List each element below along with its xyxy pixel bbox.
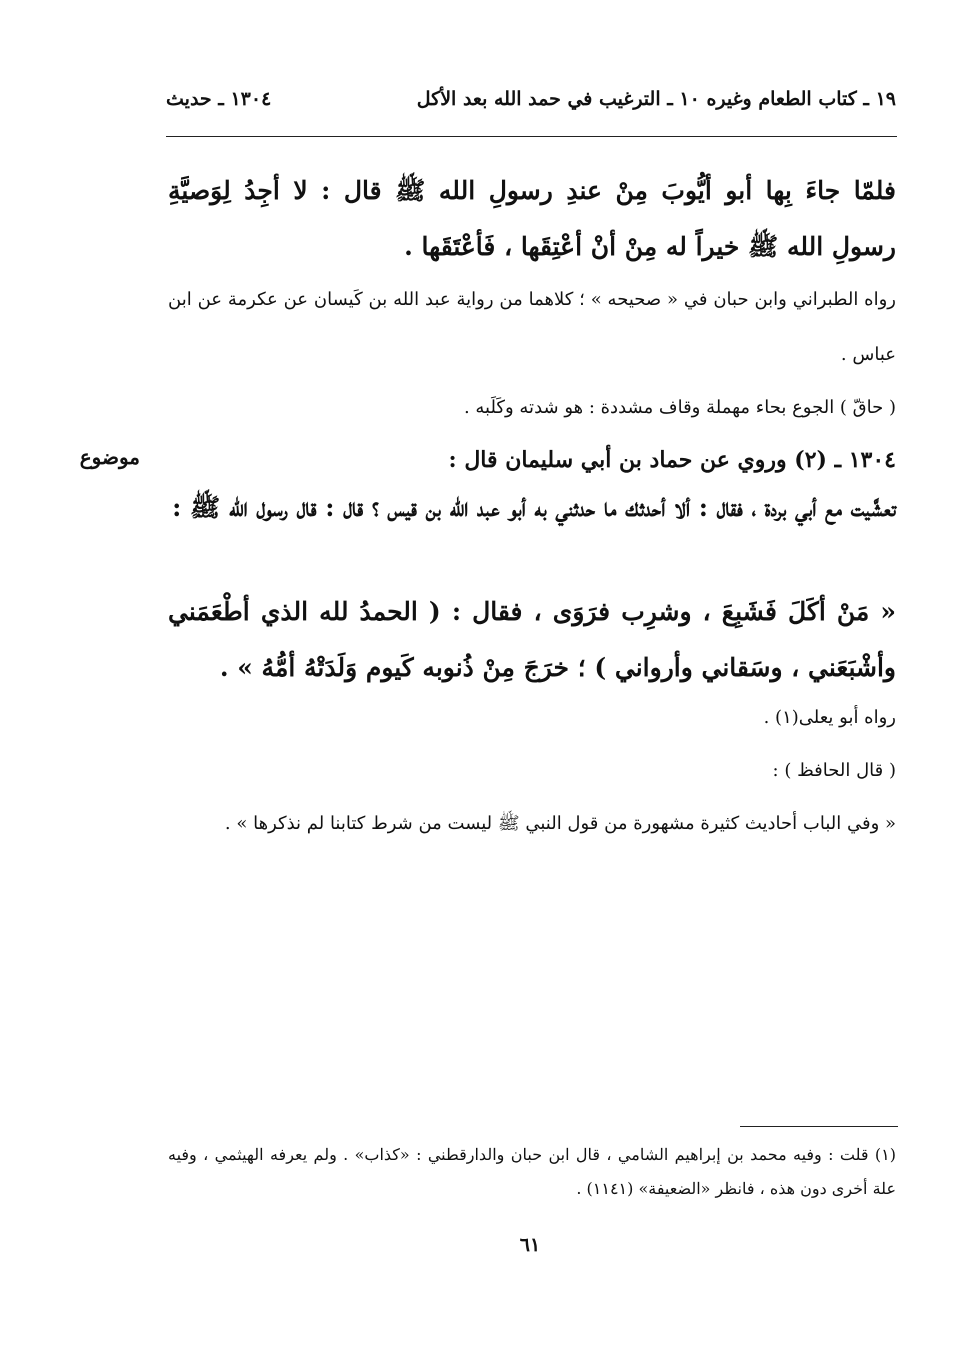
hadith-main-text: « مَنْ أكَلَ فَشَبِعَ ، وشرِب فرَوَى ، فقال : ( الحمدُ لله الذي أطْعَمَني وأشْبَعَني ، وسَقاني وأرواني ) ؛ خرَجَ مِنْ ذُنوبه كَيوم وَلَدَتْهُ أمُّهُ » . [168, 597, 896, 682]
header-hadith-number: ١٣٠٤ ـ حديث [166, 88, 272, 110]
page-number: ٦١ [519, 1234, 541, 1256]
running-header [166, 88, 896, 128]
footnote-divider [740, 1126, 898, 1127]
hadith-heading: ١٣٠٤ ـ (٢) وروي عن حماد بن أبي سليمان قال : [448, 447, 896, 473]
narration-source: رواه الطبراني وابن حبان في « صحيحه » ؛ كلاهما من رواية عبد الله بن كَيسان عن عكرمة عن ابن عباس . [168, 289, 896, 365]
hafiz-comment-label: ( قال الحافظ ) : [772, 760, 896, 781]
hafiz-comment-text: « وفي الباب أحاديث كثيرة مشهورة من قول النبي ﷺ ليست من شرط كتابنا لم نذكرها » . [224, 813, 896, 834]
hadith-chain-text: تعشَّيت مع أبي بردة ، فقال : ألا أحدثك ما حدثني به أبو عبد الله بن قيس ؟ قال : قال رسول الله ﷺ : [172, 493, 896, 522]
footnote: (١) قلت : وفيه محمد بن إبراهيم الشامي ، قال ابن حبان والدارقطني : «كذاب» . ولم يعرفه الهيثمي ، وفيه علة أخرى دون هذه ، فانظر «الضعيفة» (١١٤١) . [168, 1145, 896, 1198]
grading-margin-note: موضوع [79, 445, 140, 469]
narration-source-2: رواه أبو يعلى(١) . [763, 707, 896, 728]
header-divider [166, 136, 897, 137]
hadith-text-continuation: فلمّا جاءَ بِها أبو أيُّوبَ مِنْ عندِ رسولِ الله ﷺ قال : لا أجِدُ لِوَصيَّةِ رسولِ الله ﷺ خيراً له مِنْ أنْ أعْتِقَها ، فَأعْتَقَها . [168, 176, 896, 261]
header-chapter-title: ١٩ ـ كتاب الطعام وغيره ١٠ ـ الترغيب في حمد الله بعد الأكل [416, 88, 896, 110]
word-explanation: ( حاقّ ) الجوع بحاء مهملة وقاف مشددة : هو شدته وكَلَبه . [463, 397, 896, 418]
